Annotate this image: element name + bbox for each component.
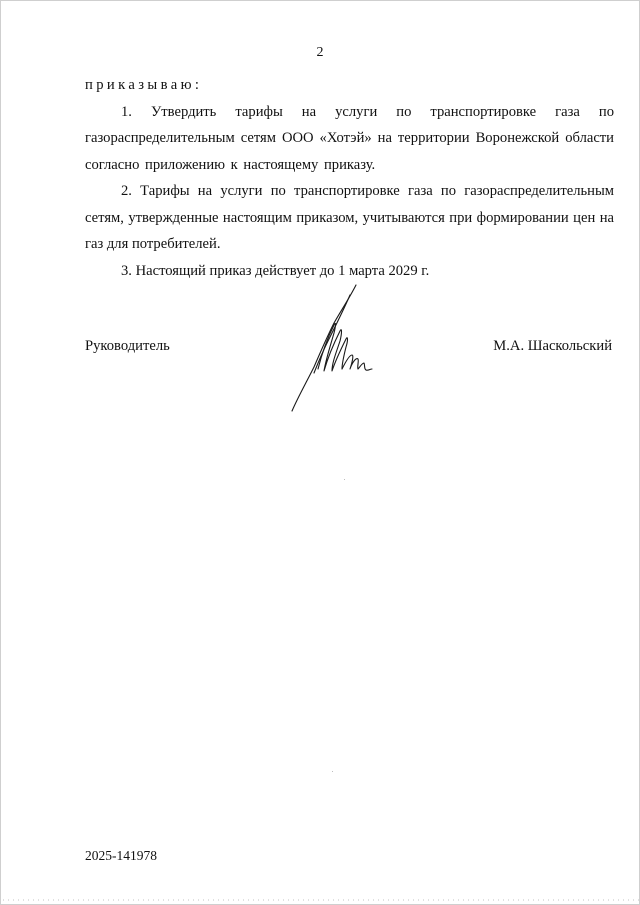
signatory-title: Руководитель: [85, 338, 170, 354]
scan-speck: [344, 479, 345, 480]
order-item-2: 2. Тарифы на услуги по транспортировке газа по газораспределительным сетям, утвержденные настоящим приказом, учитываются при формировании цен на газ для потребителей.: [85, 183, 614, 252]
scan-edge-dots: [1, 898, 639, 902]
order-item-1: 1. Утвердить тарифы на услуги по транспортировке газа по газораспределительным сетям ООО «Хотэй» на территории Воронежской области согласно приложению к настоящему приказу.: [85, 103, 614, 173]
order-item-3: 3. Настоящий приказ действует до 1 марта 2029 г.: [121, 262, 430, 279]
handwritten-signature: [284, 283, 378, 413]
scan-speck: [332, 771, 333, 772]
page-number: 2: [316, 45, 324, 60]
order-body: [85, 72, 614, 284]
signatory-name: М.А. Шаскольский: [493, 338, 612, 354]
document-registration-number: 2025-141978: [85, 848, 157, 863]
order-lead-word: приказываю:: [85, 77, 203, 93]
